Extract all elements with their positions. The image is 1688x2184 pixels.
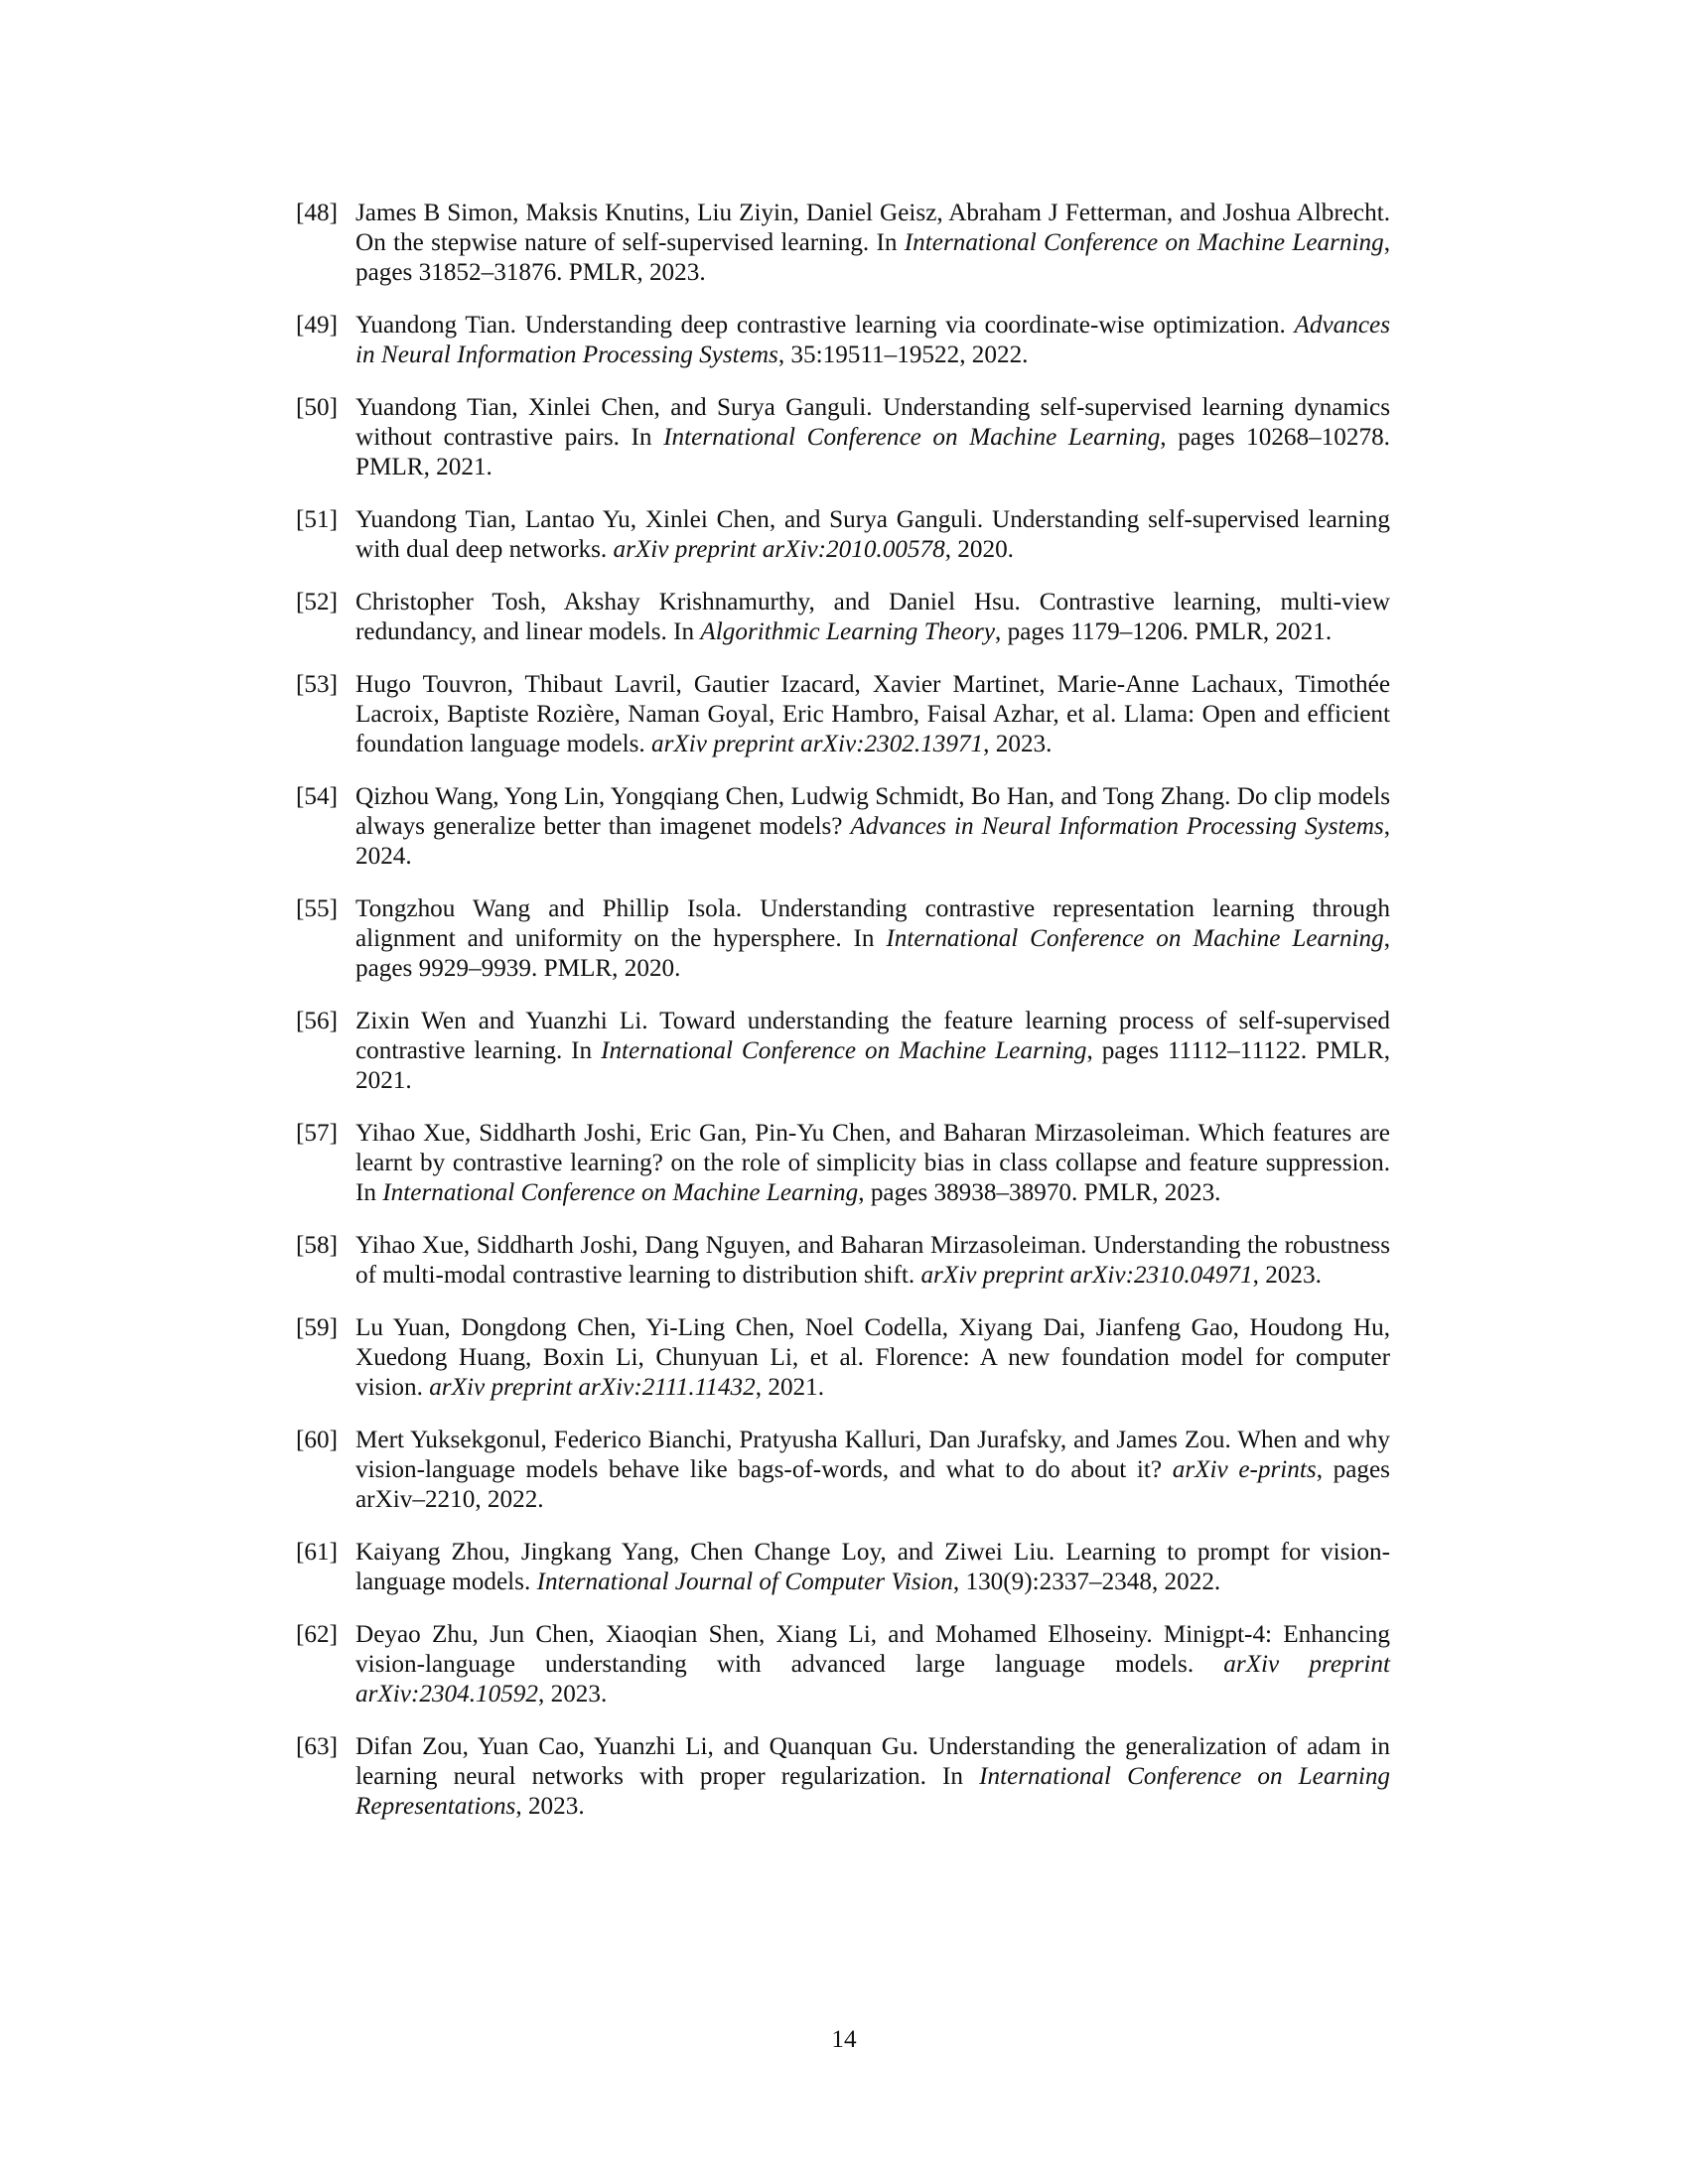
reference-item [296, 311, 1390, 370]
reference-number: [53] [296, 671, 338, 698]
reference-segment: , pages 1179–1206. PMLR, 2021. [995, 618, 1333, 645]
reference-venue: arXiv e-prints [1172, 1456, 1317, 1483]
reference-venue: arXiv preprint arXiv:2010.00578 [613, 536, 945, 563]
reference-venue: arXiv preprint arXiv:2304.10592 [355, 1651, 1390, 1707]
reference-item [296, 1231, 1390, 1291]
reference-item [296, 1620, 1390, 1709]
reference-segment: , 2023. [515, 1793, 585, 1820]
reference-segment: Lu Yuan, Dongdong Chen, Yi-Ling Chen, Noel Codella, Xiyang Dai, Jianfeng Gao, Houdong Hu, Xuedong Huang, Boxin Li, Chunyuan Li, et al. Florence: A new foundation model for computer vision. [355, 1314, 1390, 1401]
reference-text [355, 1539, 1390, 1595]
reference-segment: Tongzhou Wang and Phillip Isola. Understanding contrastive representation learning through alignment and uniformity on the hypersphere. In [355, 895, 1390, 952]
reference-segment: Yuandong Tian, Lantao Yu, Xinlei Chen, and Surya Ganguli. Understanding self-supervised learning with dual deep networks. [355, 506, 1390, 563]
reference-venue: Advances in Neural Information Processing Systems [355, 312, 1390, 368]
reference-number: [52] [296, 589, 338, 615]
reference-segment: , 2024. [355, 813, 1390, 870]
reference-text [355, 1427, 1390, 1513]
reference-item [296, 1119, 1390, 1208]
reference-segment: , pages 11112–11122. PMLR, 2021. [355, 1037, 1390, 1094]
reference-text [355, 200, 1390, 286]
reference-segment: , 130(9):2337–2348, 2022. [952, 1569, 1221, 1595]
reference-list [296, 199, 1390, 1844]
reference-number: [58] [296, 1232, 338, 1259]
reference-venue: arXiv preprint arXiv:2310.04971 [920, 1262, 1253, 1289]
reference-venue: Algorithmic Learning Theory [700, 618, 996, 645]
reference-number: [50] [296, 394, 338, 421]
reference-number: [61] [296, 1539, 338, 1566]
reference-item [296, 1732, 1390, 1822]
reference-item [296, 894, 1390, 984]
reference-segment: Mert Yuksekgonul, Federico Bianchi, Pratyusha Kalluri, Dan Jurafsky, and James Zou. When and why vision-language models behave like bags-of-words, and what to do about it? [355, 1427, 1390, 1483]
reference-segment: , pages 31852–31876. PMLR, 2023. [355, 229, 1390, 286]
reference-item [296, 670, 1390, 759]
reference-segment: Kaiyang Zhou, Jingkang Yang, Chen Change Loy, and Ziwei Liu. Learning to prompt for vision-language models. [355, 1539, 1390, 1595]
reference-text [355, 1232, 1390, 1289]
reference-venue: International Conference on Machine Learning [382, 1179, 859, 1206]
reference-segment: , 2023. [1252, 1262, 1322, 1289]
reference-text [355, 312, 1390, 368]
reference-segment: Qizhou Wang, Yong Lin, Yongqiang Chen, Ludwig Schmidt, Bo Han, and Tong Zhang. Do clip models always generalize better than imagenet models? [355, 783, 1390, 840]
reference-segment: Yihao Xue, Siddharth Joshi, Dang Nguyen, and Baharan Mirzasoleiman. Understanding the robustness of multi-modal contrastive learning to distribution shift. [355, 1232, 1390, 1289]
reference-segment: , pages 10268–10278. PMLR, 2021. [355, 424, 1390, 480]
reference-segment: Zixin Wen and Yuanzhi Li. Toward understanding the feature learning process of self-supervised contrastive learning. In [355, 1008, 1390, 1064]
reference-number: [48] [296, 200, 338, 226]
reference-text [355, 394, 1390, 480]
reference-number: [62] [296, 1621, 338, 1648]
reference-segment: Christopher Tosh, Akshay Krishnamurthy, and Daniel Hsu. Contrastive learning, multi-view redundancy, and linear models. In [355, 589, 1390, 645]
reference-text [355, 1314, 1390, 1401]
reference-number: [51] [296, 506, 338, 533]
reference-item [296, 1007, 1390, 1096]
reference-segment: , pages arXiv–2210, 2022. [355, 1456, 1390, 1513]
reference-venue: International Conference on Machine Learning [601, 1037, 1087, 1064]
reference-venue: International Conference on Machine Learning [886, 925, 1384, 952]
reference-segment: Yihao Xue, Siddharth Joshi, Eric Gan, Pin-Yu Chen, and Baharan Mirzasoleiman. Which features are learnt by contrastive learning? on the role of simplicity bias in class collapse and feature suppression. In [355, 1120, 1390, 1206]
reference-text [355, 1621, 1390, 1707]
reference-text [355, 671, 1390, 757]
reference-item [296, 1313, 1390, 1403]
reference-venue: arXiv preprint arXiv:2302.13971 [650, 731, 984, 757]
reference-number: [57] [296, 1120, 338, 1147]
reference-segment: , pages 38938–38970. PMLR, 2023. [858, 1179, 1221, 1206]
reference-number: [60] [296, 1427, 338, 1453]
reference-number: [49] [296, 312, 338, 339]
reference-venue: Advances in Neural Information Processing Systems [850, 813, 1384, 840]
reference-text [355, 783, 1390, 870]
reference-text [355, 1733, 1390, 1820]
reference-segment: , 35:19511–19522, 2022. [777, 341, 1029, 368]
reference-segment: Deyao Zhu, Jun Chen, Xiaoqian Shen, Xiang Li, and Mohamed Elhoseiny. Minigpt-4: Enhancing vision-language understanding with advanced large language models. [355, 1621, 1390, 1678]
reference-item [296, 1538, 1390, 1597]
reference-segment: Yuandong Tian. Understanding deep contrastive learning via coordinate-wise optimization. [355, 312, 1295, 339]
reference-item [296, 1426, 1390, 1515]
reference-venue: International Conference on Machine Learning [904, 229, 1384, 256]
reference-segment: , 2020. [944, 536, 1014, 563]
reference-segment: Difan Zou, Yuan Cao, Yuanzhi Li, and Quanquan Gu. Understanding the generalization of adam in learning neural networks with proper regularization. In [355, 1733, 1390, 1790]
reference-venue: International Conference on Learning Representations [355, 1763, 1391, 1820]
reference-venue: International Conference on Machine Learning [663, 424, 1161, 451]
reference-text [355, 895, 1390, 982]
reference-number: [54] [296, 783, 338, 810]
reference-item [296, 782, 1390, 872]
reference-venue: arXiv preprint arXiv:2111.11432 [429, 1374, 756, 1401]
reference-number: [55] [296, 895, 338, 922]
reference-segment: , 2023. [983, 731, 1053, 757]
reference-number: [59] [296, 1314, 338, 1341]
reference-item [296, 393, 1390, 482]
reference-text [355, 506, 1390, 563]
reference-text [355, 589, 1390, 645]
reference-segment: , 2021. [755, 1374, 825, 1401]
reference-number: [56] [296, 1008, 338, 1034]
reference-text [355, 1120, 1390, 1206]
reference-segment: Yuandong Tian, Xinlei Chen, and Surya Ganguli. Understanding self-supervised learning dynamics without contrastive pairs. In [355, 394, 1390, 451]
reference-venue: International Journal of Computer Vision [536, 1569, 953, 1595]
reference-text [355, 1008, 1390, 1094]
reference-item [296, 505, 1390, 565]
reference-item [296, 588, 1390, 647]
reference-segment: James B Simon, Maksis Knutins, Liu Ziyin, Daniel Geisz, Abraham J Fetterman, and Joshua Albrecht. On the stepwise nature of self-supervised learning. In [355, 200, 1390, 256]
reference-item [296, 199, 1390, 288]
reference-segment: Hugo Touvron, Thibaut Lavril, Gautier Izacard, Xavier Martinet, Marie-Anne Lachaux, Timothée Lacroix, Baptiste Rozière, Naman Goyal, Eric Hambro, Faisal Azhar, et al. Llama: Open and efficient foundation language models. [355, 671, 1390, 757]
reference-segment: , 2023. [538, 1681, 608, 1707]
reference-segment: , pages 9929–9939. PMLR, 2020. [355, 925, 1390, 982]
reference-number: [63] [296, 1733, 338, 1760]
page-number: 14 [831, 2026, 857, 2053]
